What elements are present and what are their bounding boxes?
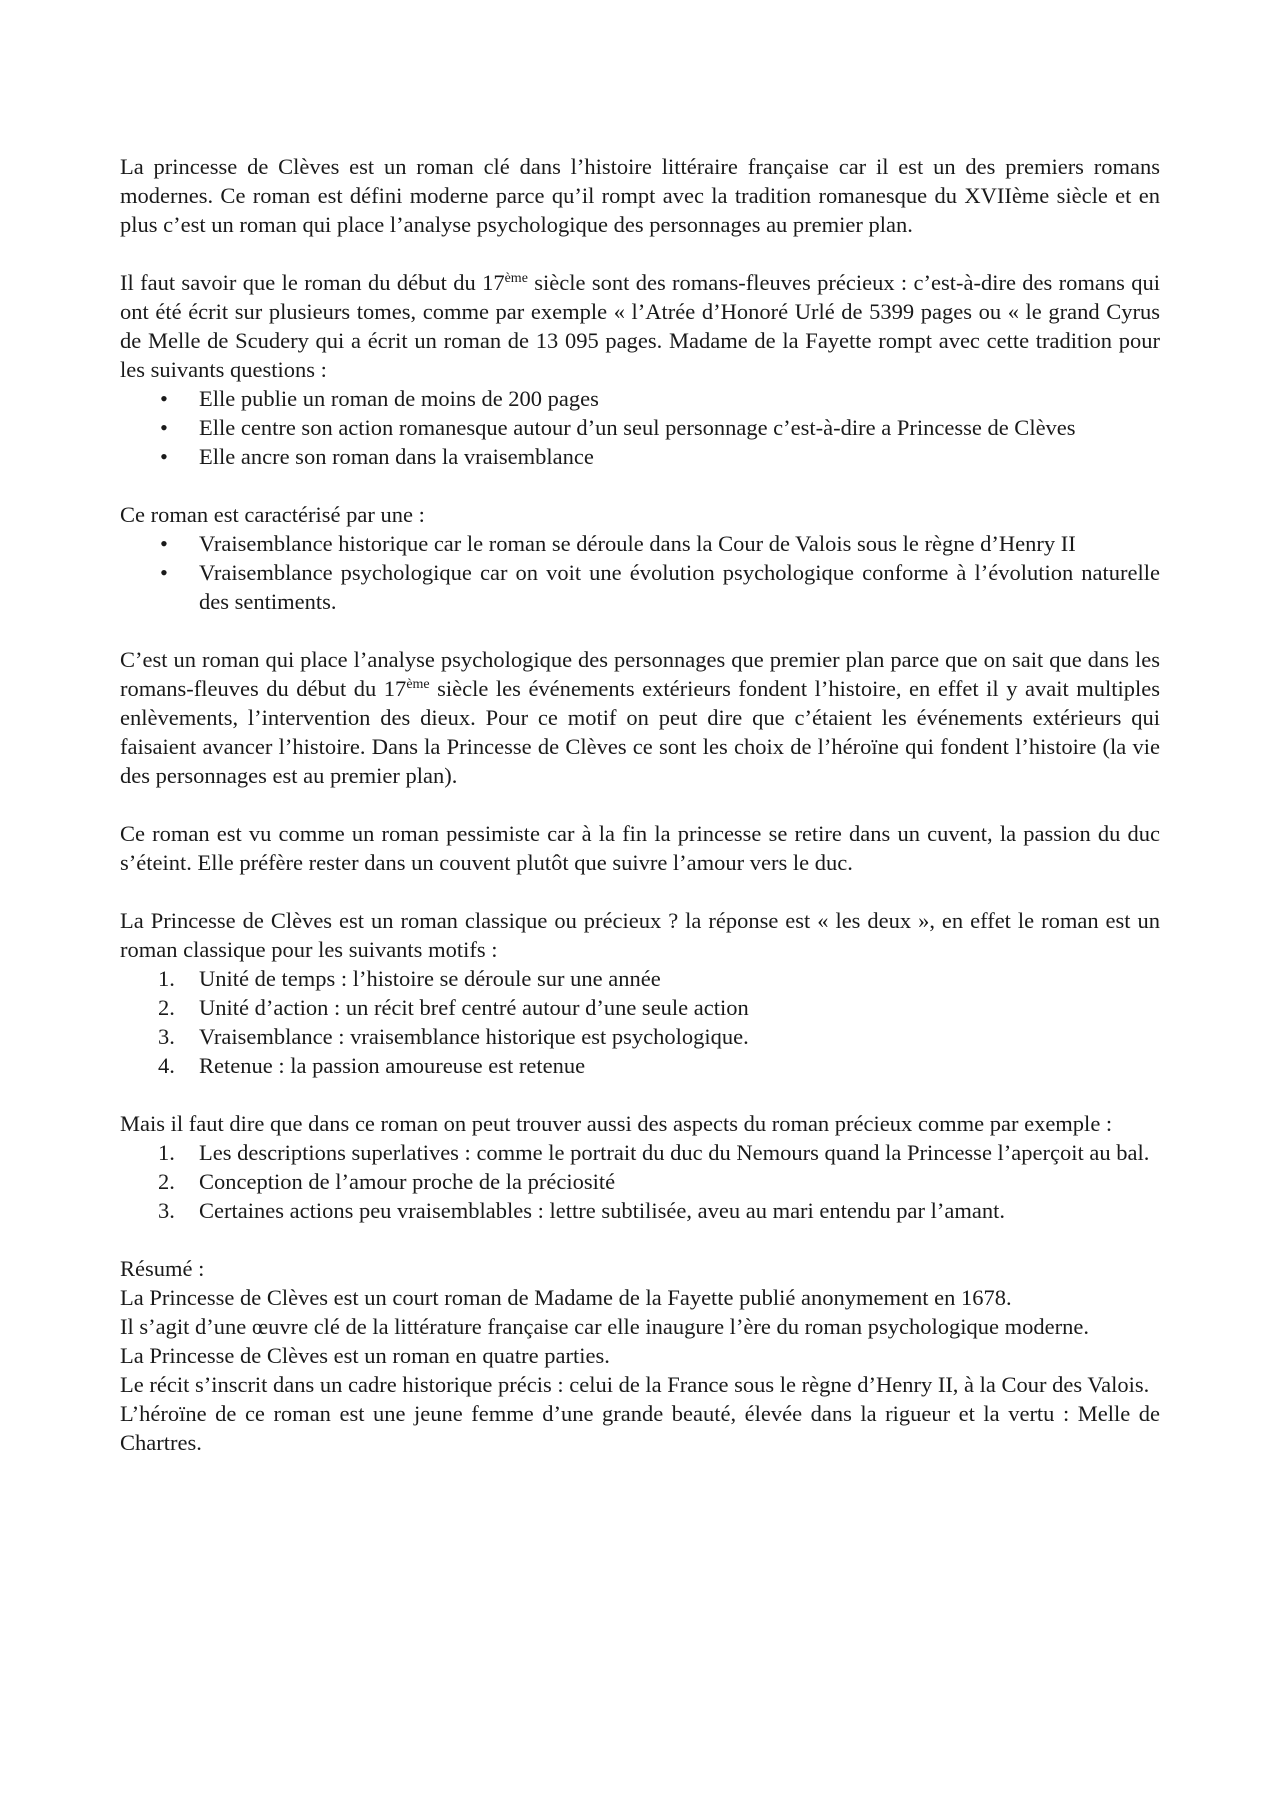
resume-line: La Princesse de Clèves est un court roman de Madame de la Fayette publié anonymement en 1678.	[120, 1285, 1012, 1310]
list-item: 1. Les descriptions superlatives : comme le portrait du duc du Nemours quand la Princesse l’aperçoit au bal.	[158, 1140, 1150, 1165]
list-item: 3. Vraisemblance : vraisemblance historique est psychologique.	[158, 1024, 749, 1049]
bullet-marker: •	[160, 560, 168, 585]
list-item: 2. Unité d’action : un récit bref centré autour d’une seule action	[158, 995, 749, 1020]
list-item: • Vraisemblance historique car le roman se déroule dans la Cour de Valois sous le règne d’Henry II	[160, 531, 1076, 556]
paragraph-pessimiste: Ce roman est vu comme un roman pessimiste car à la fin la princesse se retire dans un cuvent, la passion du duc s’éteint. Elle préfère rester dans un couvent plutôt que suivre l’amour vers le duc.	[120, 821, 1160, 875]
paragraph-intro: La princesse de Clèves est un roman clé dans l’histoire littéraire française car il est un des premiers romans modernes. Ce roman est défini moderne parce qu’il rompt avec la tradition romanesque du XVIIème siècle et en plus c’est un roman qui place l’analyse psychologique des personnages au premier plan.	[120, 154, 1160, 237]
resume-line: L’héroïne de ce roman est une jeune femme d’une grande beauté, élevée dans la rigueur et la vertu : Melle de Chartres.	[120, 1401, 1160, 1455]
list-item: • Elle ancre son roman dans la vraisemblance	[160, 444, 594, 469]
numbered-list-classique	[120, 964, 1160, 1080]
number-marker: 3.	[158, 1198, 175, 1223]
list-item: • Elle publie un roman de moins de 200 pages	[160, 386, 599, 411]
list-item: 4. Retenue : la passion amoureuse est retenue	[158, 1053, 586, 1078]
number-marker: 2.	[158, 1169, 175, 1194]
list-item: 1. Unité de temps : l’histoire se déroule sur une année	[158, 966, 661, 991]
resume-heading: Résumé :	[120, 1256, 205, 1281]
number-marker: 3.	[158, 1024, 175, 1049]
paragraph-romans-fleuves: Il faut savoir que le roman du début du 17ème siècle sont des romans-fleuves précieux : c’est-à-dire des romans qui ont été écrit sur plusieurs tomes, comme par exemple « l’Atrée d’Honoré Urlé de 5399 pages ou « le grand Cyrus de Melle de Scudery qui a écrit un roman de 13 095 pages. Madame de la Fayette rompt avec cette tradition pour les suivants questions :	[120, 270, 1160, 382]
paragraph-caracterise: Ce roman est caractérisé par une :	[120, 502, 425, 527]
paragraph-classique-precieux: La Princesse de Clèves est un roman classique ou précieux ? la réponse est « les deux », en effet le roman est un roman classique pour les suivants motifs :	[120, 908, 1160, 962]
number-marker: 1.	[158, 966, 175, 991]
bullet-marker: •	[160, 531, 168, 556]
paragraph-analyse-psychologique: C’est un roman qui place l’analyse psychologique des personnages que premier plan parce que on sait que dans les romans-fleuves du début du 17ème siècle les événements extérieurs fondent l’histoire, en effet il y avait multiples enlèvements, l’intervention des dieux. Pour ce motif on peut dire que c’étaient les événements extérieurs qui faisaient avancer l’histoire. Dans la Princesse de Clèves ce sont les choix de l’héroïne qui fondent l’histoire (la vie des personnages est au premier plan).	[120, 647, 1160, 788]
list-item: 3. Certaines actions peu vraisemblables : lettre subtilisée, aveu au mari entendu par l’amant.	[158, 1198, 1005, 1223]
number-marker: 4.	[158, 1053, 175, 1078]
paragraph-aspects-precieux: Mais il faut dire que dans ce roman on peut trouver aussi des aspects du roman précieux comme par exemple :	[120, 1111, 1113, 1136]
bullet-list-vraisemblance	[120, 529, 1160, 616]
number-marker: 2.	[158, 995, 175, 1020]
bullet-marker: •	[160, 444, 168, 469]
numbered-list-precieux	[120, 1138, 1160, 1225]
resume-line: Il s’agit d’une œuvre clé de la littérature française car elle inaugure l’ère du roman psychologique moderne.	[120, 1314, 1089, 1339]
document-page	[120, 0, 1160, 1811]
bullet-marker: •	[160, 415, 168, 440]
bullet-list-ruptures	[120, 384, 1160, 471]
bullet-marker: •	[160, 386, 168, 411]
list-item: • Vraisemblance psychologique car on voit une évolution psychologique conforme à l’évolution naturelle des sentiments.	[160, 560, 1160, 614]
resume-line: La Princesse de Clèves est un roman en quatre parties.	[120, 1343, 610, 1368]
list-item: • Elle centre son action romanesque autour d’un seul personnage c’est-à-dire a Princesse de Clèves	[160, 415, 1076, 440]
number-marker: 1.	[158, 1140, 175, 1165]
list-item: 2. Conception de l’amour proche de la préciosité	[158, 1169, 616, 1194]
resume-line: Le récit s’inscrit dans un cadre historique précis : celui de la France sous le règne d’Henry II, à la Cour des Valois.	[120, 1372, 1150, 1397]
